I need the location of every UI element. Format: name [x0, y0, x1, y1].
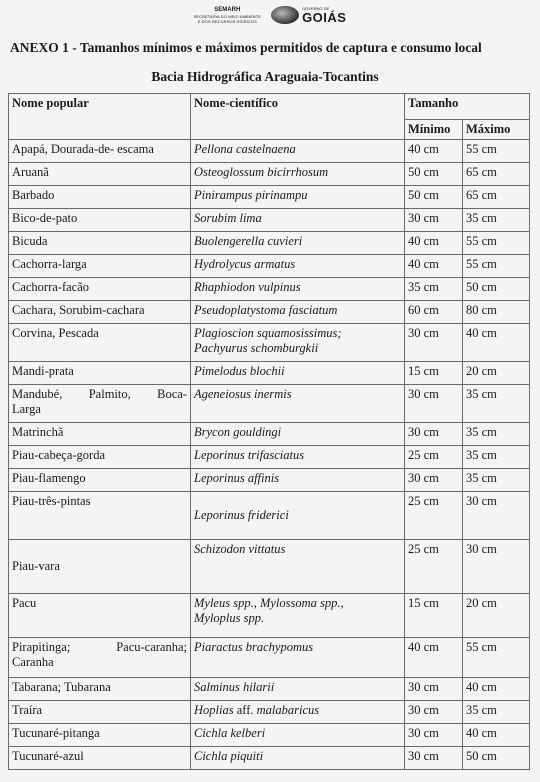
popular-name: Cachorra-facão: [9, 278, 191, 301]
scientific-name-line: Pachyurus schomburgkii: [194, 341, 319, 355]
table-row: [9, 232, 530, 255]
header-tamanho: Tamanho: [405, 94, 530, 120]
scientific-name: Ageneiosus inermis: [191, 385, 405, 423]
scientific-name: [191, 594, 405, 638]
page-title: ANEXO 1 - Tamanhos mínimos e máximos permitidos de captura e consumo local: [10, 40, 482, 55]
max-size: 55 cm: [463, 638, 530, 678]
popular-name: Piau-cabeça-gorda: [9, 446, 191, 469]
table-row: [9, 423, 530, 446]
scientific-name-qualifier: aff.: [233, 703, 257, 717]
popular-name: [9, 638, 191, 678]
min-size: 30 cm: [405, 324, 463, 362]
max-size: 40 cm: [463, 724, 530, 747]
popular-name-line: Pirapitinga; Pacu-caranha;: [12, 640, 187, 654]
scientific-name: Piaractus brachypomus: [191, 638, 405, 678]
table-row: [9, 163, 530, 186]
max-size: 35 cm: [463, 469, 530, 492]
min-size: 30 cm: [405, 423, 463, 446]
max-size: 20 cm: [463, 594, 530, 638]
min-size: 30 cm: [405, 209, 463, 232]
table-row: [9, 446, 530, 469]
min-size: 35 cm: [405, 278, 463, 301]
popular-name: Cachorra-larga: [9, 255, 191, 278]
min-size: 40 cm: [405, 638, 463, 678]
scientific-name: [191, 324, 405, 362]
min-size: 15 cm: [405, 594, 463, 638]
popular-name: Corvina, Pescada: [9, 324, 191, 362]
min-size: 60 cm: [405, 301, 463, 324]
max-size: 20 cm: [463, 362, 530, 385]
scientific-name: Brycon gouldingi: [191, 423, 405, 446]
popular-name: Piau-flamengo: [9, 469, 191, 492]
scientific-name: Pellona castelnaena: [191, 140, 405, 163]
table-row: [9, 324, 530, 362]
popular-name-line: Mandubé, Palmito, Boca-: [12, 387, 187, 401]
max-size: 55 cm: [463, 232, 530, 255]
max-size: 65 cm: [463, 163, 530, 186]
header-nome-cientifico: Nome-científico: [191, 94, 405, 140]
scientific-name: Schizodon vittatus: [191, 540, 405, 594]
max-size: 40 cm: [463, 678, 530, 701]
min-size: 40 cm: [405, 255, 463, 278]
scientific-name: Leporinus affinis: [191, 469, 405, 492]
table-row: [9, 594, 530, 638]
popular-name: [9, 385, 191, 423]
header-nome-popular: Nome popular: [9, 94, 191, 140]
min-size: 40 cm: [405, 140, 463, 163]
scientific-name-line: Plagioscion squamosissimus;: [194, 326, 342, 340]
table-row: [9, 747, 530, 770]
scientific-name: Sorubim lima: [191, 209, 405, 232]
document-header: [0, 2, 540, 28]
max-size: 30 cm: [463, 492, 530, 540]
popular-name: Tucunaré-azul: [9, 747, 191, 770]
max-size: 35 cm: [463, 209, 530, 232]
scientific-name: [191, 701, 405, 724]
scientific-name-line: Myleus spp., Mylossoma spp.,: [194, 596, 344, 610]
min-size: 30 cm: [405, 747, 463, 770]
header-maximo: Máximo: [463, 120, 530, 140]
scientific-name: Salminus hilarii: [191, 678, 405, 701]
logo-text: SECRETARIA DO MEIO AMBIENTE: [193, 13, 262, 19]
max-size: 35 cm: [463, 385, 530, 423]
min-size: 30 cm: [405, 724, 463, 747]
table-row: [9, 492, 530, 540]
table-row: [9, 678, 530, 701]
min-size: 40 cm: [405, 232, 463, 255]
goias-emblem-icon: [271, 6, 299, 24]
min-size: 50 cm: [405, 186, 463, 209]
table-row: [9, 724, 530, 747]
popular-name: Piau-três-pintas: [9, 492, 191, 540]
min-size: 15 cm: [405, 362, 463, 385]
max-size: 40 cm: [463, 324, 530, 362]
scientific-name-line: Myloplus spp.: [194, 611, 265, 625]
popular-name: Cachara, Sorubim-cachara: [9, 301, 191, 324]
max-size: 65 cm: [463, 186, 530, 209]
max-size: 55 cm: [463, 255, 530, 278]
popular-name: Aruanã: [9, 163, 191, 186]
logo-text: GOIÁS: [302, 10, 347, 25]
scientific-name: Pseudoplatystoma fasciatum: [191, 301, 405, 324]
table-row: [9, 301, 530, 324]
scientific-name: Cichla piquiti: [191, 747, 405, 770]
scientific-name: Leporinus friderici: [191, 492, 405, 540]
logo-text: GOVERNO DE: [302, 6, 330, 11]
table-row: [9, 278, 530, 301]
min-size: 25 cm: [405, 446, 463, 469]
logo-text: E DOS RECURSOS HÍDRICOS: [197, 18, 257, 24]
table-row: [9, 540, 530, 594]
max-size: 55 cm: [463, 140, 530, 163]
scientific-name: Buolengerella cuvieri: [191, 232, 405, 255]
popular-name-line: Larga: [12, 402, 41, 416]
scientific-name: Pimelodus blochii: [191, 362, 405, 385]
min-size: 50 cm: [405, 163, 463, 186]
scientific-name: Pinirampus pirinampu: [191, 186, 405, 209]
table-row: [9, 469, 530, 492]
max-size: 50 cm: [463, 747, 530, 770]
scientific-name: Osteoglossum bicirrhosum: [191, 163, 405, 186]
min-size: 30 cm: [405, 678, 463, 701]
scientific-name: Leporinus trifasciatus: [191, 446, 405, 469]
min-size: 30 cm: [405, 469, 463, 492]
max-size: 35 cm: [463, 423, 530, 446]
min-size: 30 cm: [405, 385, 463, 423]
logo-text: SEMARH: [214, 6, 241, 13]
max-size: 80 cm: [463, 301, 530, 324]
table-row: [9, 209, 530, 232]
fish-size-table: [8, 93, 530, 770]
popular-name: Piau-vara: [9, 540, 191, 594]
min-size: 25 cm: [405, 540, 463, 594]
max-size: 35 cm: [463, 446, 530, 469]
popular-name: Tucunaré-pitanga: [9, 724, 191, 747]
table-row: [9, 255, 530, 278]
table-row: [9, 186, 530, 209]
max-size: 50 cm: [463, 278, 530, 301]
scientific-name-genus: Hoplias: [194, 703, 234, 717]
popular-name: Pacu: [9, 594, 191, 638]
page-subtitle: Bacia Hidrográfica Araguaia-Tocantins: [151, 69, 379, 84]
max-size: 35 cm: [463, 701, 530, 724]
table-row: [9, 140, 530, 163]
scientific-name: Rhaphiodon vulpinus: [191, 278, 405, 301]
header-minimo: Mínimo: [405, 120, 463, 140]
table-row: [9, 385, 530, 423]
max-size: 30 cm: [463, 540, 530, 594]
popular-name: Tabarana; Tubarana: [9, 678, 191, 701]
scientific-name-species: malabaricus: [256, 703, 320, 717]
popular-name: Apapá, Dourada-de- escama: [9, 140, 191, 163]
popular-name: Mandi-prata: [9, 362, 191, 385]
goias-logo: [271, 6, 346, 24]
table-row: [9, 701, 530, 724]
min-size: 25 cm: [405, 492, 463, 540]
popular-name: Bicuda: [9, 232, 191, 255]
min-size: 30 cm: [405, 701, 463, 724]
popular-name-line: Caranha: [12, 655, 54, 669]
scientific-name: Cichla kelberi: [191, 724, 405, 747]
popular-name: Barbado: [9, 186, 191, 209]
popular-name: Traíra: [9, 701, 191, 724]
semarh-logo: [194, 7, 262, 24]
table-row: [9, 638, 530, 678]
popular-name: Matrinchã: [9, 423, 191, 446]
popular-name: Bico-de-pato: [9, 209, 191, 232]
scientific-name: Hydrolycus armatus: [191, 255, 405, 278]
table-row: [9, 362, 530, 385]
